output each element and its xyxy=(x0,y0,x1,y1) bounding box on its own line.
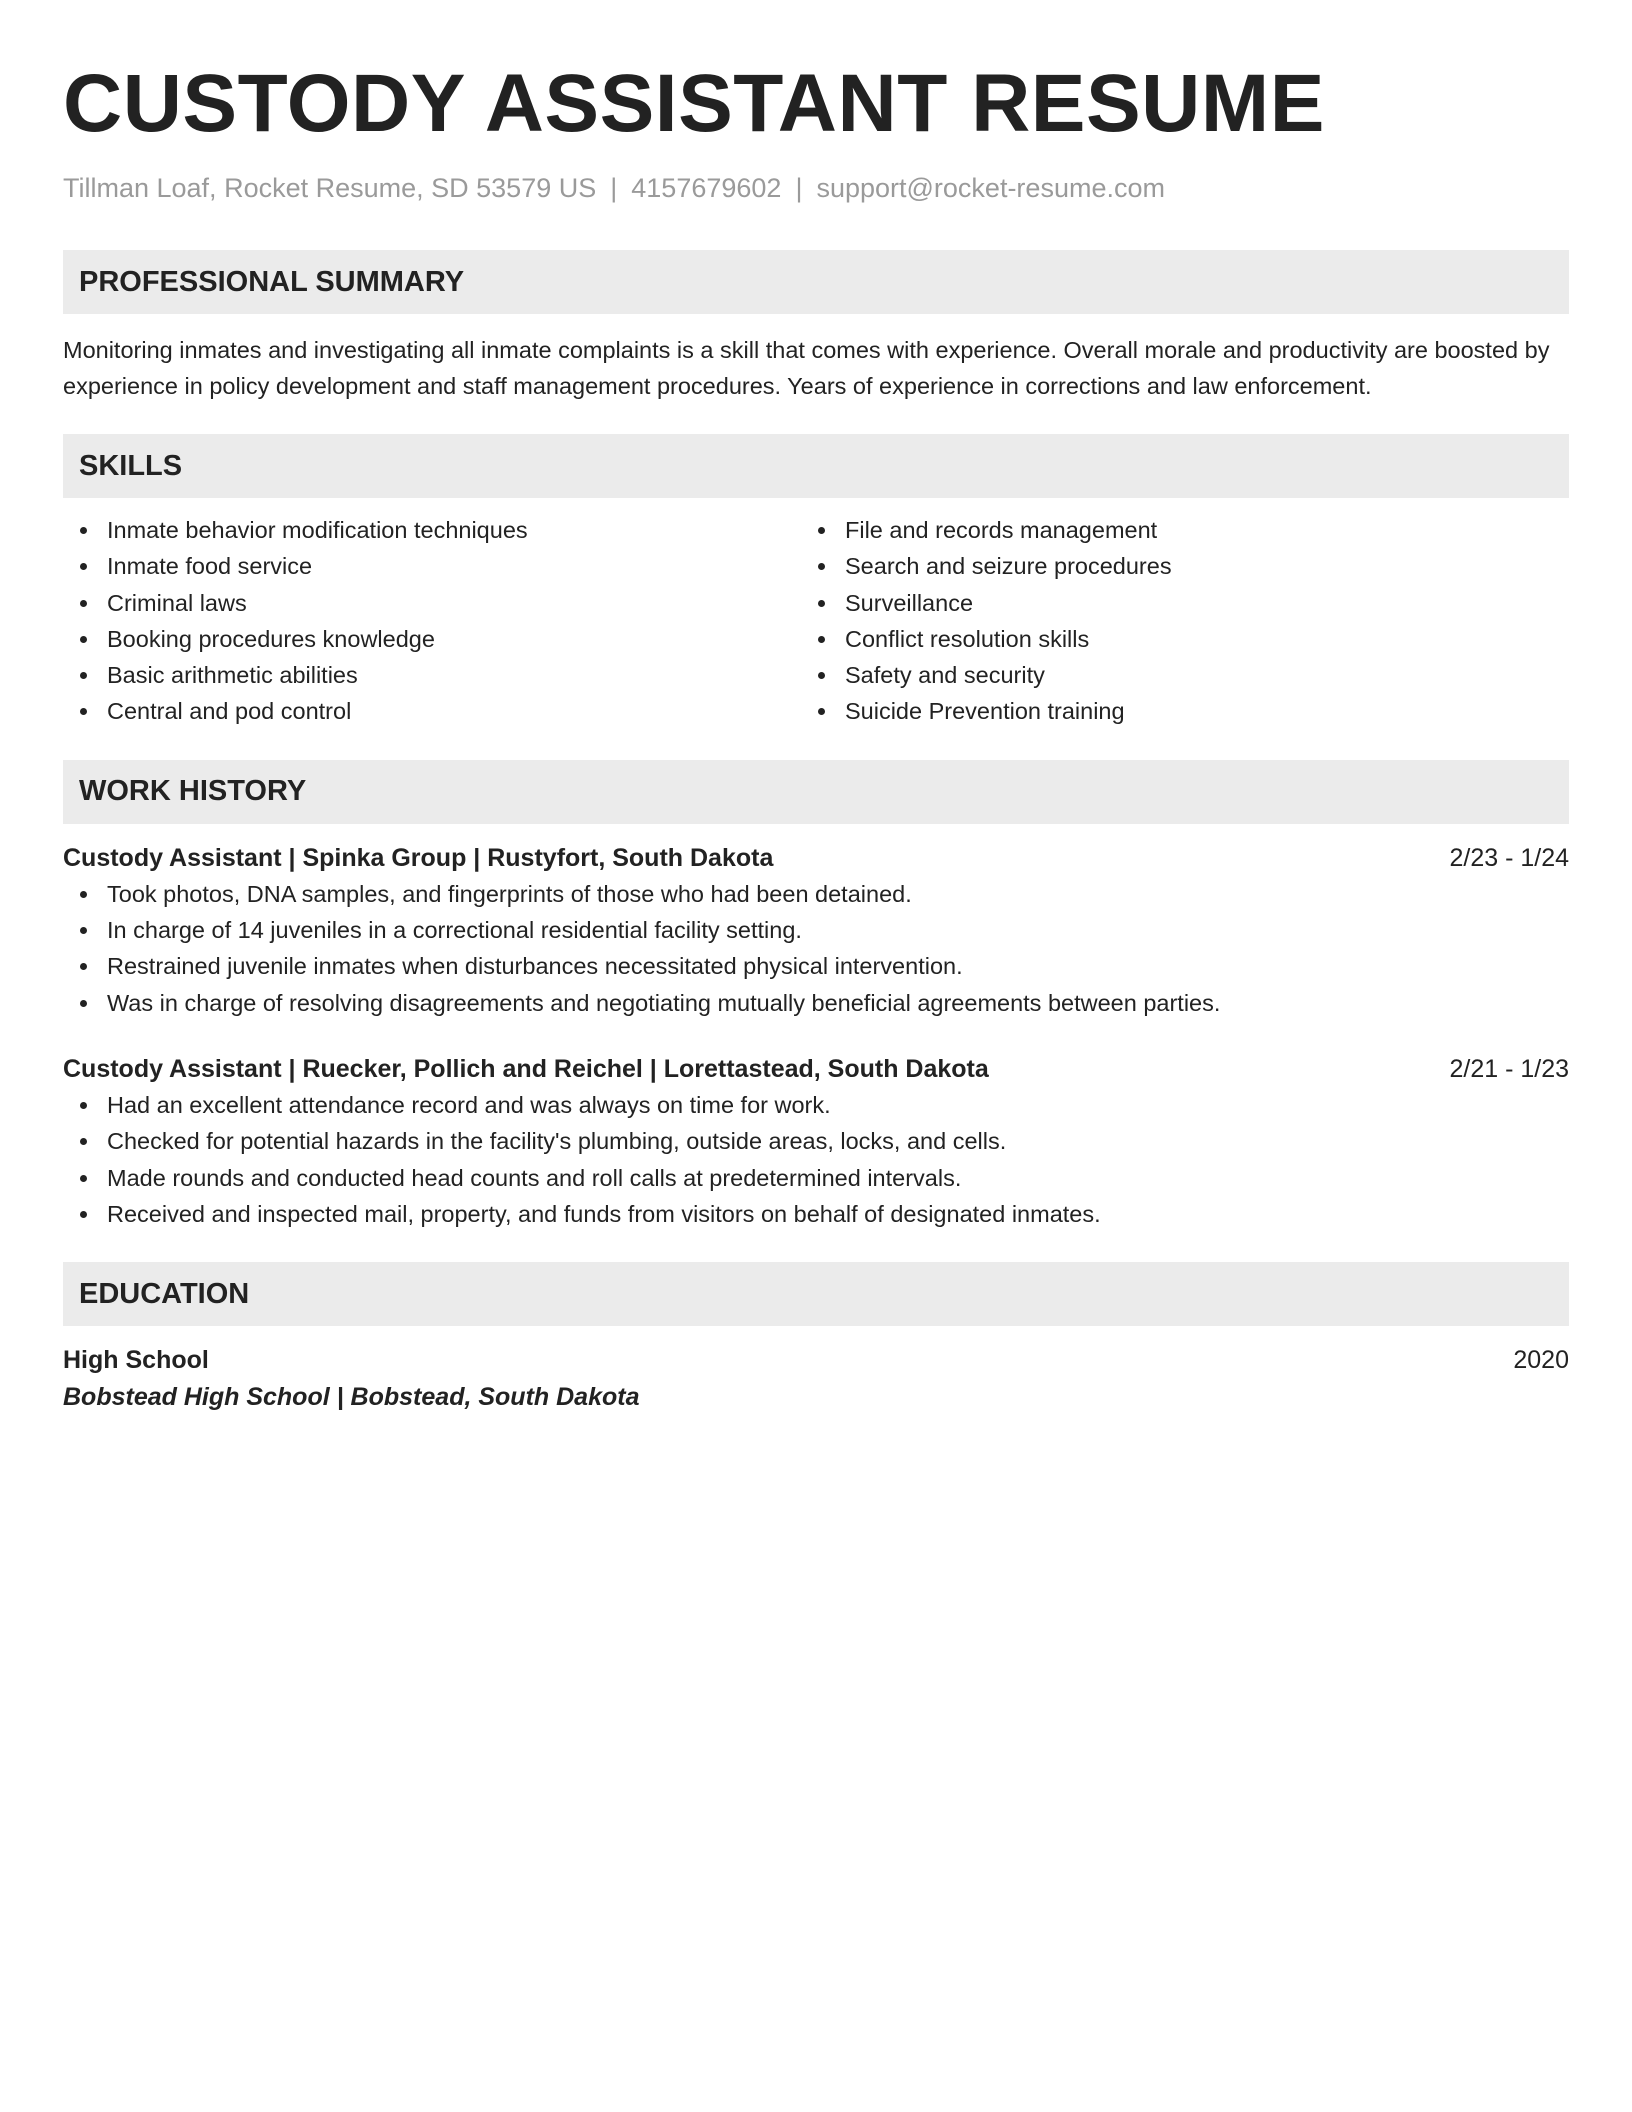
job-bullet: Made rounds and conducted head counts and roll calls at predetermined intervals. xyxy=(63,1160,1569,1196)
section-heading-skills: SKILLS xyxy=(63,434,1569,498)
contact-separator: | xyxy=(795,173,803,203)
skill-item: Safety and security xyxy=(801,657,1539,693)
job-bullet: Had an excellent attendance record and was always on time for work. xyxy=(63,1087,1569,1123)
skill-item: Conflict resolution skills xyxy=(801,621,1539,657)
skill-item: Suicide Prevention training xyxy=(801,693,1539,729)
skills-list-right xyxy=(801,512,1539,730)
job-title: Custody Assistant | Spinka Group | Rustyfort, South Dakota xyxy=(63,843,774,872)
job-bullet-list xyxy=(63,1087,1569,1232)
contact-separator: | xyxy=(610,173,618,203)
education-degree: High School xyxy=(63,1346,209,1375)
job-bullet: Restrained juvenile inmates when disturbances necessitated physical intervention. xyxy=(63,948,1569,984)
job-bullet-list xyxy=(63,876,1569,1021)
skill-item: Surveillance xyxy=(801,585,1539,621)
contact-address: Tillman Loaf, Rocket Resume, SD 53579 US xyxy=(63,173,597,203)
skill-item: Inmate food service xyxy=(63,548,801,584)
skill-item: Booking procedures knowledge xyxy=(63,621,801,657)
contact-phone: 4157679602 xyxy=(631,173,782,203)
education-header xyxy=(63,1342,1569,1378)
job-entry xyxy=(63,1051,1569,1232)
skill-item: File and records management xyxy=(801,512,1539,548)
contact-email: support@rocket-resume.com xyxy=(816,173,1165,203)
section-heading-education: EDUCATION xyxy=(63,1262,1569,1326)
resume-title: CUSTODY ASSISTANT RESUME xyxy=(63,58,1325,149)
education-year: 2020 xyxy=(1513,1346,1569,1375)
skill-item: Central and pod control xyxy=(63,693,801,729)
section-heading-work-history: WORK HISTORY xyxy=(63,760,1569,824)
job-title: Custody Assistant | Ruecker, Pollich and Reichel | Lorettastead, South Dakota xyxy=(63,1054,989,1083)
skill-item: Basic arithmetic abilities xyxy=(63,657,801,693)
job-bullet: In charge of 14 juveniles in a correctional residential facility setting. xyxy=(63,912,1569,948)
job-entry xyxy=(63,840,1569,1021)
job-header xyxy=(63,1051,1569,1087)
job-bullet: Took photos, DNA samples, and fingerprints of those who had been detained. xyxy=(63,876,1569,912)
skill-item: Criminal laws xyxy=(63,585,801,621)
skills-columns xyxy=(63,512,1569,730)
job-dates: 2/23 - 1/24 xyxy=(1449,843,1569,872)
job-bullet: Received and inspected mail, property, and funds from visitors on behalf of designated inmates. xyxy=(63,1196,1569,1232)
education-school: Bobstead High School | Bobstead, South Dakota xyxy=(63,1383,640,1412)
job-dates: 2/21 - 1/23 xyxy=(1449,1054,1569,1083)
summary-text: Monitoring inmates and investigating all inmate complaints is a skill that comes with experience. Overall morale and productivity are boosted by experience in policy development and staff management procedures. Years of experience in corrections and law enforcement. xyxy=(63,337,1550,399)
skill-item: Search and seizure procedures xyxy=(801,548,1539,584)
contact-line xyxy=(63,170,1569,206)
job-bullet: Checked for potential hazards in the facility's plumbing, outside areas, locks, and cells. xyxy=(63,1123,1569,1159)
skill-item: Inmate behavior modification techniques xyxy=(63,512,801,548)
section-heading-professional-summary: PROFESSIONAL SUMMARY xyxy=(63,250,1569,314)
job-header xyxy=(63,840,1569,876)
job-bullet: Was in charge of resolving disagreements and negotiating mutually beneficial agreements between parties. xyxy=(63,985,1569,1021)
skills-list-left xyxy=(63,512,801,730)
